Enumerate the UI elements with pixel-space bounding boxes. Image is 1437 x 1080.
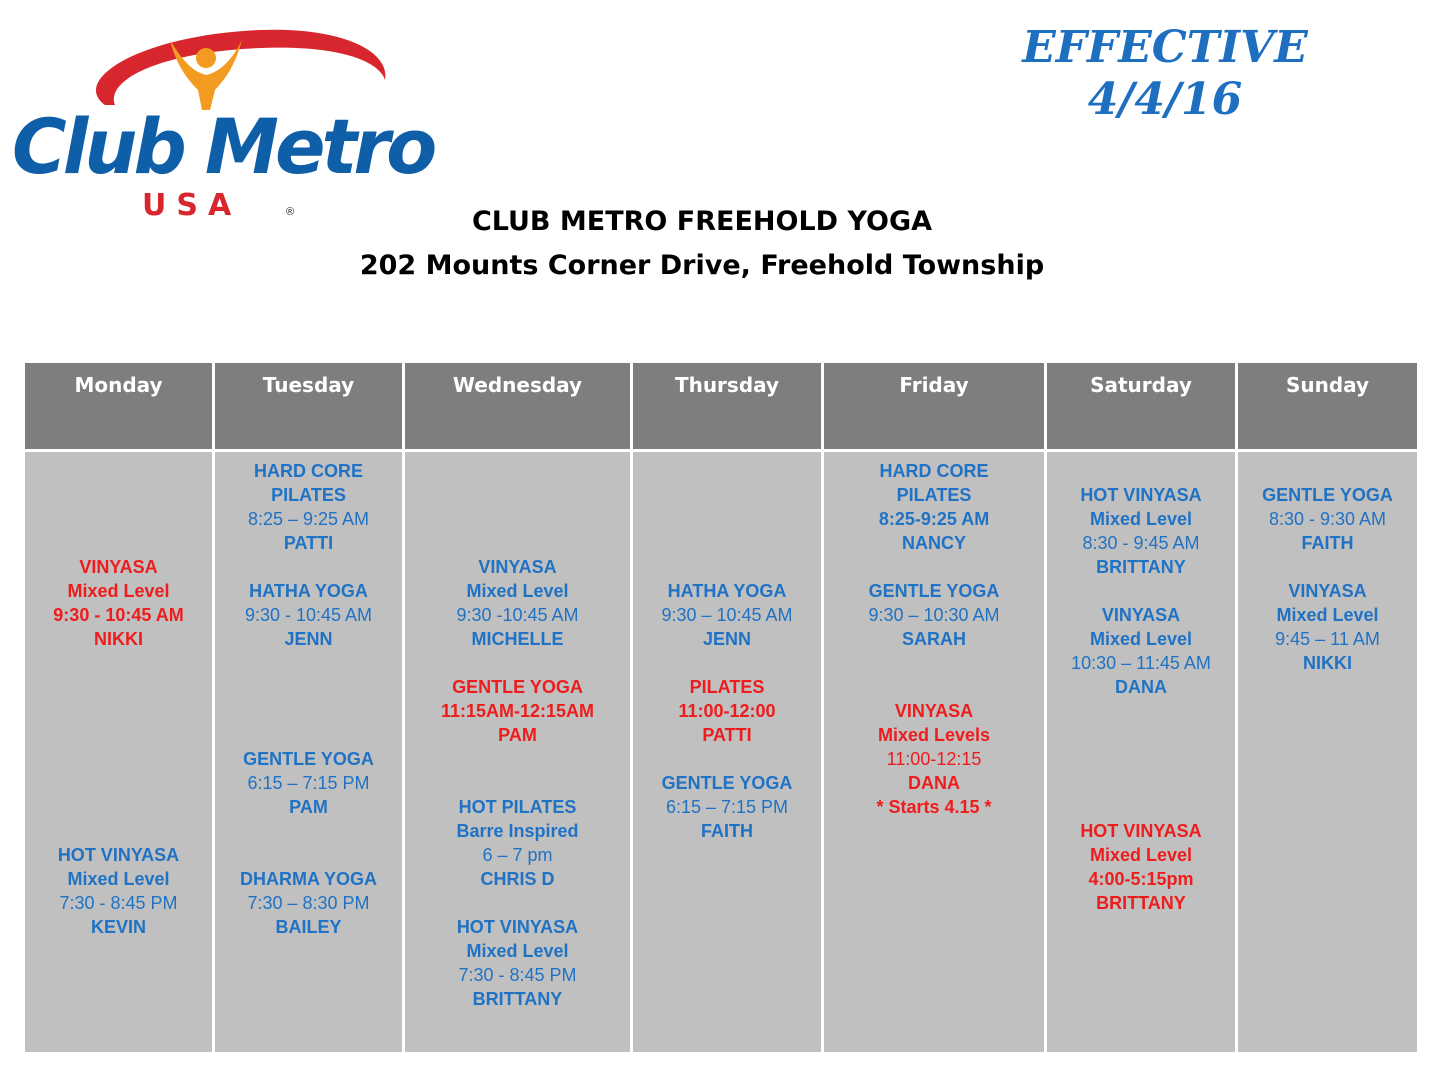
- logo-wordmark: Club Metro: [12, 102, 434, 191]
- day-cell-friday: [823, 451, 1046, 1054]
- class-instructor: BRITTANY: [472, 989, 563, 1009]
- class-entry: [1047, 483, 1235, 579]
- class-instructor: PAM: [498, 725, 537, 745]
- class-name: GENTLE YOGA: [452, 677, 583, 697]
- class-name: VINYASA: [1101, 605, 1181, 625]
- class-name: HATHA YOGA: [249, 581, 368, 601]
- class-entry: [824, 579, 1044, 651]
- class-time: 11:00-12:15: [886, 749, 982, 769]
- class-instructor: PATTI: [283, 533, 334, 553]
- schedule-table: [22, 360, 1420, 1055]
- day-cell-thursday: [632, 451, 823, 1054]
- class-time: 7:30 - 8:45 PM: [458, 965, 577, 985]
- day-header-thursday: Thursday: [632, 362, 823, 451]
- class-name: HARD CORE PILATES: [879, 461, 989, 505]
- class-entry: [824, 459, 1044, 555]
- class-instructor: DANA: [908, 773, 960, 793]
- class-time: 8:30 - 9:30 AM: [1268, 509, 1387, 529]
- class-entry: [824, 699, 1044, 819]
- class-level: Mixed Level: [1276, 605, 1379, 625]
- class-note: * Starts 4.15 *: [876, 797, 992, 817]
- class-name: GENTLE YOGA: [1262, 485, 1393, 505]
- class-time: 9:30 -10:45 AM: [456, 605, 579, 625]
- class-level: Mixed Level: [466, 581, 569, 601]
- day-cell-sunday: [1237, 451, 1419, 1054]
- class-name: HOT VINYASA: [1080, 485, 1202, 505]
- class-instructor: NANCY: [901, 533, 966, 553]
- logo-registered-mark: ®: [286, 206, 295, 218]
- page-title: [200, 200, 1204, 288]
- class-entry: [633, 579, 821, 651]
- class-entry: [1238, 483, 1417, 555]
- schedule-header-row: [24, 362, 1419, 451]
- club-metro-logo: [10, 10, 434, 225]
- logo-usa: USA: [142, 188, 242, 223]
- class-instructor: FAITH: [1301, 533, 1354, 553]
- class-time: 9:30 - 10:45 AM: [53, 605, 184, 625]
- class-entry: [405, 555, 630, 651]
- class-name: VINYASA: [894, 701, 974, 721]
- class-time: 10:30 – 11:45 AM: [1071, 653, 1211, 673]
- class-time: 9:45 – 11 AM: [1275, 629, 1380, 649]
- class-time: 9:30 – 10:30 AM: [868, 605, 1000, 625]
- class-time: 6:15 – 7:15 PM: [665, 797, 789, 817]
- class-level: Mixed Level: [67, 869, 170, 889]
- class-entry: [215, 579, 402, 651]
- class-level: Mixed Level: [1089, 509, 1193, 529]
- class-instructor: JENN: [702, 629, 751, 649]
- class-name: VINYASA: [1288, 581, 1367, 601]
- class-entry: [25, 843, 212, 939]
- class-instructor: FAITH: [701, 821, 753, 841]
- class-instructor: NIKKI: [1303, 653, 1352, 673]
- class-name: HOT VINYASA: [456, 917, 579, 937]
- class-instructor: SARAH: [901, 629, 966, 649]
- class-name: HARD CORE PILATES: [253, 461, 363, 505]
- effective-date: 4/4/16: [1087, 74, 1243, 125]
- class-time: 7:30 – 8:30 PM: [247, 893, 370, 913]
- class-name: GENTLE YOGA: [661, 773, 793, 793]
- class-entry: [405, 915, 630, 1011]
- effective-label: EFFECTIVE: [1022, 22, 1308, 73]
- class-name: HOT VINYASA: [57, 845, 180, 865]
- day-header-sunday: Sunday: [1237, 362, 1419, 451]
- class-time: 8:30 - 9:45 AM: [1082, 533, 1200, 553]
- day-header-friday: Friday: [823, 362, 1046, 451]
- class-name: HOT PILATES: [458, 797, 577, 817]
- day-cell-saturday: [1046, 451, 1237, 1054]
- class-time: 9:30 - 10:45 AM: [244, 605, 373, 625]
- class-instructor: BRITTANY: [1096, 893, 1186, 913]
- class-instructor: BRITTANY: [1096, 557, 1186, 577]
- effective-date-block: [1010, 22, 1320, 126]
- class-entry: [405, 675, 630, 747]
- class-time: 11:00-12:00: [678, 701, 776, 721]
- day-cell-wednesday: [404, 451, 632, 1054]
- day-header-tuesday: Tuesday: [214, 362, 404, 451]
- class-name: VINYASA: [478, 557, 557, 577]
- class-entry: [1238, 579, 1417, 675]
- day-header-saturday: Saturday: [1046, 362, 1237, 451]
- class-instructor: BAILEY: [275, 917, 342, 937]
- class-instructor: PATTI: [702, 725, 752, 745]
- class-time: 4:00-5:15pm: [1088, 869, 1194, 889]
- class-name: GENTLE YOGA: [243, 749, 374, 769]
- class-time: 6 – 7 pm: [482, 845, 553, 865]
- class-entry: [215, 867, 402, 939]
- class-level: Mixed Level: [466, 941, 569, 961]
- day-cell-monday: [24, 451, 214, 1054]
- class-level: Mixed Level: [1089, 845, 1193, 865]
- class-name: PILATES: [689, 677, 765, 697]
- class-name: HATHA YOGA: [667, 581, 787, 601]
- class-time: 7:30 - 8:45 PM: [59, 893, 178, 913]
- class-level: Mixed Level: [67, 581, 170, 601]
- class-level: Mixed Levels: [877, 725, 991, 745]
- class-entry: [1047, 819, 1235, 915]
- class-entry: [1047, 603, 1235, 699]
- class-level: Barre Inspired: [456, 821, 579, 841]
- class-name: GENTLE YOGA: [868, 581, 1000, 601]
- class-instructor: JENN: [284, 629, 333, 649]
- day-cell-tuesday: [214, 451, 404, 1054]
- schedule-body-row: [24, 451, 1419, 1054]
- class-entry: [215, 459, 402, 555]
- class-time: 11:15AM-12:15AM: [440, 701, 595, 721]
- day-header-monday: Monday: [24, 362, 214, 451]
- class-instructor: DANA: [1115, 677, 1167, 697]
- class-name: DHARMA YOGA: [239, 869, 377, 889]
- title-line-2: 202 Mounts Corner Drive, Freehold Township: [359, 250, 1045, 281]
- class-instructor: NIKKI: [94, 629, 143, 649]
- class-time: 6:15 – 7:15 PM: [247, 773, 370, 793]
- class-instructor: PAM: [289, 797, 328, 817]
- class-name: HOT VINYASA: [1080, 821, 1202, 841]
- class-entry: [405, 795, 630, 891]
- class-entry: [633, 675, 821, 747]
- title-line-1: CLUB METRO FREEHOLD YOGA: [471, 206, 933, 237]
- class-entry: [633, 771, 821, 843]
- class-instructor: CHRIS D: [480, 869, 555, 889]
- class-instructor: MICHELLE: [471, 629, 564, 649]
- class-level: Mixed Level: [1089, 629, 1193, 649]
- day-header-wednesday: Wednesday: [404, 362, 632, 451]
- class-entry: [25, 555, 212, 651]
- class-instructor: KEVIN: [90, 917, 146, 937]
- class-entry: [215, 747, 402, 819]
- class-time: 8:25-9:25 AM: [878, 509, 990, 529]
- class-time: 9:30 – 10:45 AM: [661, 605, 793, 625]
- class-time: 8:25 – 9:25 AM: [247, 509, 370, 529]
- class-name: VINYASA: [79, 557, 158, 577]
